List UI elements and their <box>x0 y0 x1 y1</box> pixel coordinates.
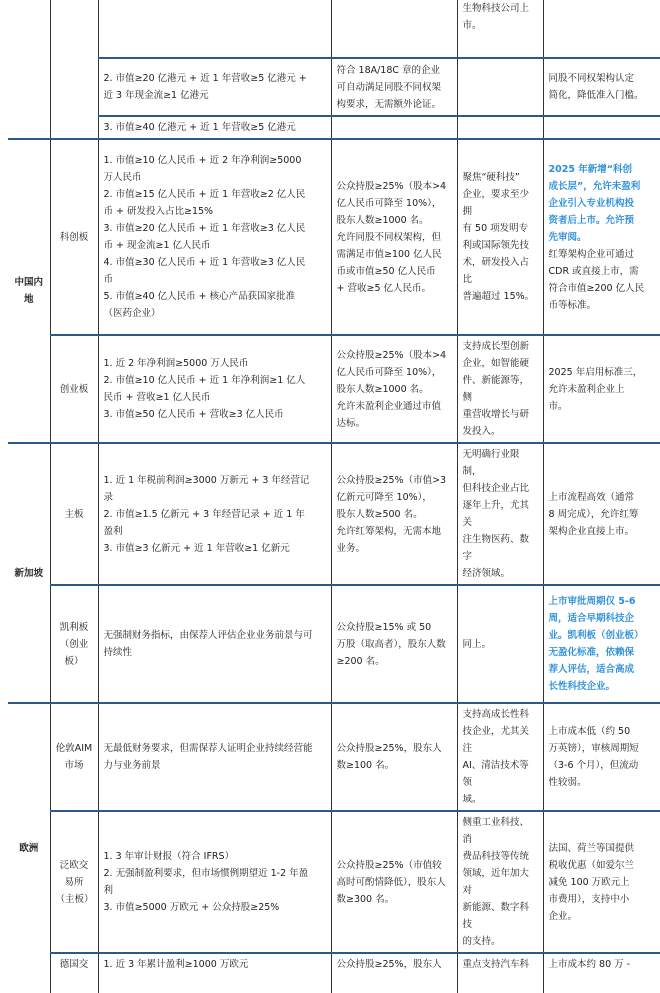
cell-text-line: 企业，要求至少拥 <box>462 189 530 217</box>
cell-text-line: 税收优惠（如爱尔兰 <box>548 859 635 871</box>
cell-text-line: 无盈化标准，依赖保 <box>548 647 635 658</box>
board-cell: 主板 <box>50 443 98 585</box>
shareholding-cell <box>331 443 457 585</box>
cell-text-line: 市费用），支持中小 <box>548 893 630 905</box>
cell-text-line: 成长层”，允许未盈利 <box>548 180 641 192</box>
cell-text-line: 允许未盈利企业上 <box>548 383 625 395</box>
feature-cell <box>543 953 660 993</box>
feature-cell <box>543 0 660 58</box>
cell-text-line: 符合 18A/18C 章的企业 <box>336 64 441 76</box>
feature-cell <box>543 811 660 953</box>
cell-text-line: 亿人民币可降至 10%）， <box>336 366 442 378</box>
financial-index-cell <box>98 953 331 993</box>
cell-text-line: 2025 年启用标准三， <box>548 366 643 378</box>
cell-text-line: 同上。 <box>462 638 492 650</box>
region-cell: 中国内地 <box>8 139 50 443</box>
board-cell <box>50 0 98 139</box>
cell-text-line: 减免 100 万欧元上 <box>548 876 630 888</box>
shareholding-cell <box>331 953 457 993</box>
cell-text-line: 上市审批周期仅 5-6 <box>548 596 636 607</box>
industry-cell <box>457 58 543 116</box>
cell-text-line: 股东人数≥500 名。 <box>336 508 423 520</box>
industry-cell <box>457 0 543 58</box>
cell-text-line: 民币 + 营收≥1 亿人民币 <box>103 392 211 403</box>
cell-text-line: 术，研发投入占比 <box>462 257 530 285</box>
cell-text-line: 业。凯利板（创业板） <box>548 630 644 641</box>
cell-text-line: + 营收≥5 亿人民币。 <box>336 282 432 294</box>
cell-text-line: 持续性 <box>103 647 133 658</box>
financial-index-cell <box>98 703 331 811</box>
cell-text-line: 架构企业直接上市。 <box>548 525 635 537</box>
shareholding-cell <box>331 0 457 58</box>
cell-text-line: 侧重工业科技、消 <box>462 817 530 845</box>
cell-text-line: 3. 市值≥5000 万欧元 + 公众持股≥25% <box>103 902 280 913</box>
industry-cell <box>457 335 543 443</box>
table-row <box>8 953 660 993</box>
cell-text-line: 法国、荷兰等国提供 <box>548 842 635 854</box>
cell-text-line: 费品科技等传统 <box>462 851 530 862</box>
cell-text-line: 公众持股≥15% 或 50 <box>336 621 432 633</box>
financial-index-cell <box>98 139 331 335</box>
cell-text-line: 1. 近 2 年净利润≥5000 万人民币 <box>103 358 249 369</box>
table-row <box>8 58 660 116</box>
cell-text-line: 重营收增长与研 <box>462 409 530 420</box>
cell-text-line: 币 + 研发投入占比≥15% <box>103 206 214 217</box>
table-row <box>8 703 660 811</box>
cell-text-line: 企业，如智能硬 <box>462 358 530 369</box>
cell-text-line: 公众持股≥25%（市值>3 <box>336 474 447 486</box>
cell-text-line: 3. 市值≥3 亿新元 + 近 1 年营收≥1 亿新元 <box>103 542 290 554</box>
cell-text-line: 盈利 <box>103 525 123 537</box>
cell-text-line: 币等标准。 <box>548 299 597 311</box>
cell-text-line: （3-6 个月），但流动 <box>548 760 639 771</box>
cell-text-line: 新能源、数字科技 <box>462 902 530 930</box>
cell-text-line: 币或市值≥50 亿人民币 <box>336 265 436 277</box>
listing-requirements-table <box>8 0 660 993</box>
feature-cell <box>543 139 660 335</box>
cell-text-line: 市。 <box>462 20 482 31</box>
table-row <box>8 116 660 139</box>
cell-text-line: 万英镑），审核周期短 <box>548 743 639 754</box>
industry-cell <box>457 703 543 811</box>
region-cell: 新加坡 <box>8 443 50 703</box>
industry-cell <box>457 443 543 585</box>
financial-index-cell <box>98 443 331 585</box>
shareholding-cell <box>331 116 457 139</box>
feature-cell <box>543 335 660 443</box>
board-cell: 泛欧交易所（主板） <box>50 811 98 953</box>
cell-text-line: 3. 市值≥50 亿人民币 + 营收≥3 亿人民币 <box>103 409 284 420</box>
shareholding-cell <box>331 811 457 953</box>
industry-cell <box>457 139 543 335</box>
cell-text-line: 亿新元可降至 10%）， <box>336 491 432 503</box>
cell-text-line: 3. 市值≥20 亿人民币 + 近 1 年营收≥3 亿人民 <box>103 223 306 234</box>
cell-text-line: 力与业务前景 <box>103 760 161 771</box>
cell-text-line: 发投入。 <box>462 426 501 437</box>
feature-cell <box>543 443 660 585</box>
cell-text-line: 支持高成长性科 <box>462 709 530 720</box>
table-row <box>8 335 660 443</box>
industry-cell <box>457 953 543 993</box>
cell-text-line: 周，适合早期科技企 <box>548 613 635 624</box>
cell-text-line: 红筹架构企业可通过 <box>548 248 635 260</box>
cell-text-line: 同股不同权架构认定 <box>548 73 635 84</box>
cell-text-line: 股东人数≥1000 名。 <box>336 214 429 226</box>
cell-text-line: 需满足市值≥100 亿人民 <box>336 248 442 260</box>
cell-text-line: 的支持。 <box>462 936 501 947</box>
cell-text-line: 公众持股≥25%，股东人 <box>336 959 442 970</box>
region-cell <box>8 0 50 139</box>
cell-text-line: 上市成本低（约 50 <box>548 726 631 737</box>
cell-text-line: 构要求，无需额外论证。 <box>336 98 442 110</box>
cell-text-line: AI、清洁技术等领 <box>462 760 529 788</box>
financial-index-cell <box>98 585 331 703</box>
cell-text-line: 币 <box>103 274 114 285</box>
cell-text-line: 录 <box>103 491 114 503</box>
shareholding-cell <box>331 585 457 703</box>
cell-text-line: 允许红筹架构，无需本地 <box>336 525 442 537</box>
cell-text-line: 2025 年新增“科创 <box>548 163 632 175</box>
financial-index-cell <box>98 0 331 58</box>
cell-text-line: 无明确行业限制， <box>462 449 520 477</box>
cell-text-line: 高时可酌情降低），股东人 <box>336 876 446 888</box>
cell-text-line: 亿人民币可降至 10%）， <box>336 197 442 209</box>
cell-text-line: 荐人评估，适合高成 <box>548 664 635 675</box>
cell-text-line: 允许未盈利企业通过市值 <box>336 400 442 412</box>
feature-cell <box>543 58 660 116</box>
financial-index-cell <box>98 58 331 116</box>
cell-text-line: 技企业，尤其关注 <box>462 726 530 754</box>
cell-text-line: 简化，降低准入门槛。 <box>548 90 644 101</box>
cell-text-line: 1. 近 3 年累计盈利≥1000 万欧元 <box>103 959 249 970</box>
cell-text-line: 上市成本约 80 万 - <box>548 959 631 970</box>
feature-cell <box>543 703 660 811</box>
shareholding-cell <box>331 703 457 811</box>
board-cell: 科创板 <box>50 139 98 335</box>
cell-text-line: 领域，近年加大对 <box>462 868 530 896</box>
cell-text-line: 8 周完成），允许红筹 <box>548 508 639 520</box>
cell-text-line: 普遍超过 15%。 <box>462 291 535 302</box>
cell-text-line: 万人民币 <box>103 172 142 183</box>
board-cell: 创业板 <box>50 335 98 443</box>
table-row <box>8 0 660 58</box>
table-row <box>8 443 660 585</box>
cell-text-line: 数≥100 名。 <box>336 760 395 771</box>
cell-text-line: 允许同股不同权架构，但 <box>336 231 442 243</box>
table-row <box>8 811 660 953</box>
cell-text-line: ≥200 名。 <box>336 655 385 667</box>
board-cell: 凯利板（创业板） <box>50 585 98 703</box>
cell-text-line: 资者后上市。允许预 <box>548 214 635 226</box>
cell-text-line: 1. 市值≥10 亿人民币 + 近 2 年净利润≥5000 <box>103 155 302 166</box>
cell-text-line: 2. 市值≥20 亿港元 + 近 1 年营收≥5 亿港元 + <box>103 73 307 84</box>
shareholding-cell <box>331 335 457 443</box>
cell-text-line: 万股（取高者），股东人数 <box>336 638 446 650</box>
cell-text-line: 1. 近 1 年税前利润≥3000 万新元 + 3 年经营记 <box>103 474 310 486</box>
cell-text-line: 可自动满足同股不同权架 <box>336 81 442 93</box>
cell-text-line: 有 50 项发明专 <box>462 223 529 234</box>
cell-text-line: 币 + 现金流≥1 亿人民币 <box>103 240 211 251</box>
feature-cell <box>543 116 660 139</box>
cell-text-line: 利或国际领先技 <box>462 240 530 251</box>
cell-text-line: 数≥300 名。 <box>336 893 395 905</box>
cell-text-line: 重点支持汽车科 <box>462 959 530 970</box>
cell-text-line: 逐年上升，尤其关 <box>462 500 530 528</box>
table-row <box>8 585 660 703</box>
financial-index-cell <box>98 811 331 953</box>
cell-text-line: 符合市值≥200 亿人民 <box>548 282 645 294</box>
cell-text-line: 无最低财务要求，但需保荐人证明企业持续经营能 <box>103 743 313 754</box>
cell-text-line: 支持成长型创新 <box>462 341 530 352</box>
cell-text-line: （医药企业） <box>103 308 161 319</box>
cell-text-line: 公众持股≥25%，股东人 <box>336 743 442 754</box>
cell-text-line: 先审阅。 <box>548 231 587 243</box>
cell-text-line: 上市流程高效（通常 <box>548 491 635 503</box>
cell-text-line: 3. 市值≥40 亿港元 + 近 1 年营收≥5 亿港元 <box>103 122 296 133</box>
cell-text-line: 2. 市值≥10 亿人民币 + 近 1 年净利润≥1 亿人 <box>103 375 306 386</box>
cell-text-line: CDR 或直接上市，需 <box>548 265 639 277</box>
cell-text-line: 利 <box>103 885 114 896</box>
financial-index-cell <box>98 335 331 443</box>
cell-text-line: 长性科技企业。 <box>548 681 616 692</box>
cell-text-line: 公众持股≥25%（股本>4 <box>336 180 447 192</box>
cell-text-line: 5. 市值≥40 亿人民币 + 核心产品获国家批准 <box>103 291 296 302</box>
financial-index-cell <box>98 116 331 139</box>
shareholding-cell <box>331 139 457 335</box>
cell-text-line: 企业。 <box>548 910 578 922</box>
cell-text-line: 近 3 年现金流≥1 亿港元 <box>103 90 209 101</box>
table-row <box>8 139 660 335</box>
cell-text-line: 性较弱。 <box>548 777 587 788</box>
cell-text-line: 但科技企业占比 <box>462 483 530 494</box>
cell-text-line: 业务。 <box>336 542 366 554</box>
cell-text-line: 注生物医药、数字 <box>462 534 530 562</box>
cell-text-line: 2. 无强制盈利要求，但市场惯例期望近 1-2 年盈 <box>103 868 309 879</box>
cell-text-line: 达标。 <box>336 417 366 429</box>
cell-text-line: 生物科技公司上 <box>462 3 530 14</box>
industry-cell <box>457 116 543 139</box>
region-cell: 欧洲 <box>8 703 50 993</box>
cell-text-line: 无强制财务指标，由保荐人评估企业业务前景与可 <box>103 630 313 641</box>
cell-text-line: 公众持股≥25%（股本>4 <box>336 349 447 361</box>
cell-text-line: 经济领域。 <box>462 568 511 579</box>
cell-text-line: 企业引入专业机构投 <box>548 197 635 209</box>
cell-text-line: 聚焦“硬科技” <box>462 172 520 183</box>
feature-cell <box>543 585 660 703</box>
cell-text-line: 2. 市值≥15 亿人民币 + 近 1 年营收≥2 亿人民 <box>103 189 306 200</box>
industry-cell <box>457 585 543 703</box>
board-cell: 德国交 <box>50 953 98 993</box>
cell-text-line: 4. 市值≥30 亿人民币 + 近 1 年营收≥3 亿人民 <box>103 257 306 268</box>
cell-text-line: 2. 市值≥1.5 亿新元 + 3 年经营记录 + 近 1 年 <box>103 508 305 520</box>
cell-text-line: 域。 <box>462 794 482 805</box>
cell-text-line: 股东人数≥1000 名。 <box>336 383 429 395</box>
cell-text-line: 公众持股≥25%（市值较 <box>336 859 442 871</box>
industry-cell <box>457 811 543 953</box>
cell-text-line: 件、新能源等，侧 <box>462 375 530 403</box>
board-cell: 伦敦AIM市场 <box>50 703 98 811</box>
cell-text-line: 1. 3 年审计财报（符合 IFRS） <box>103 851 235 862</box>
shareholding-cell <box>331 58 457 116</box>
cell-text-line: 市。 <box>548 400 568 412</box>
